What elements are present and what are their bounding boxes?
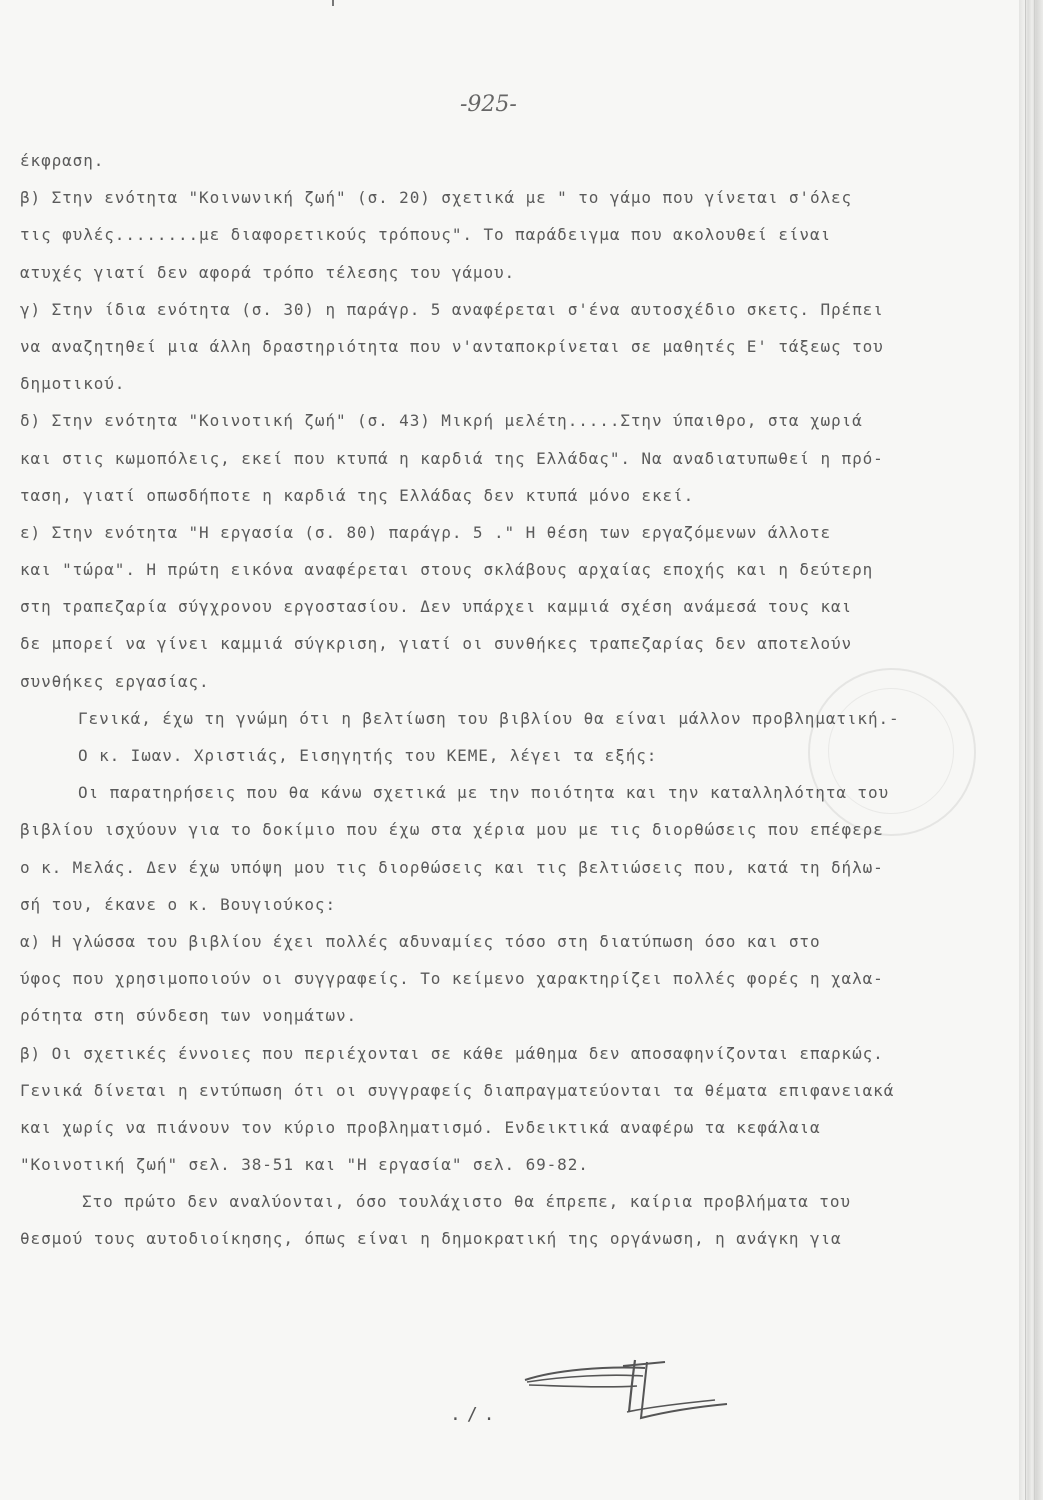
text-line: σή του, έκανε ο κ. Βουγιούκος: [20, 894, 336, 914]
text-line: δε μπορεί να γίνει καμμιά σύγκριση, γιατί οι συνθήκες τραπεζαρίας δεν αποτελούν [20, 634, 853, 654]
continuation-mark: ./. [450, 1404, 501, 1425]
document-body [20, 142, 980, 1258]
text-line: να αναζητηθεί μια άλλη δραστηριότητα που ν'ανταποκρίνεται σε μαθητές Ε' τάξεως του [20, 336, 884, 356]
text-line: α) Η γλώσσα του βιβλίου έχει πολλές αδυναμίες τόσο στη διατύπωση όσο και στο [20, 931, 821, 951]
text-line: έκφραση. [20, 151, 105, 170]
text-line: Ο κ. Ιωαν. Χριστιάς, Εισηγητής του ΚΕΜΕ, λέγει τα εξής: [78, 746, 658, 765]
text-line: τις φυλές........με διαφορετικούς τρόπους". Το παράδειγμα που ακολουθεί είναι [20, 225, 832, 245]
text-line: δ) Στην ενότητα "Κοινοτική ζωή" (σ. 43) Μικρή μελέτη.....Στην ύπαιθρο, στα χωριά [20, 411, 863, 431]
page-number: -925- [460, 92, 517, 117]
binding-edge [1019, 0, 1043, 1500]
text-line: ε) Στην ενότητα "Η εργασία (σ. 80) παράγρ. 5 ." Η θέση των εργαζόμενων άλλοτε [20, 522, 832, 542]
text-line: Γενικά, έχω τη γνώμη ότι η βελτίωση του βιβλίου θα είναι μάλλον προβληματική.- [78, 708, 900, 728]
signature [515, 1352, 735, 1432]
text-line: βιβλίου ισχύουν για το δοκίμιο που έχω στα χέρια μου με τις διορθώσεις που επέφερε [20, 820, 884, 840]
text-line: και "τώρα". Η πρώτη εικόνα αναφέρεται στους σκλάβους αρχαίας εποχής και η δεύτερη [20, 560, 874, 580]
text-line: β) Στην ενότητα "Κοινωνική ζωή" (σ. 20) σχετικά με " το γάμο που γίνεται σ'όλες [20, 188, 853, 208]
text-line: στη τραπεζαρία σύγχρονου εργοστασίου. Δεν υπάρχει καμμιά σχέση ανάμεσά τους και [20, 597, 853, 617]
text-line: Οι παρατηρήσεις που θα κάνω σχετικά με την ποιότητα και την καταλληλότητα του [78, 783, 890, 803]
text-line: θεσμού τους αυτοδιοίκησης, όπως είναι η δημοκρατική της οργάνωση, η ανάγκη για [20, 1229, 842, 1249]
text-line: και χωρίς να πιάνουν τον κύριο προβληματισμό. Ενδεικτικά αναφέρω τα κεφάλαια [20, 1117, 821, 1137]
text-line: γ) Στην ίδια ενότητα (σ. 30) η παράγρ. 5 αναφέρεται σ'ένα αυτοσχέδιο σκετς. Πρέπει [20, 299, 884, 319]
text-line: ταση, γιατί οπωσδήποτε η καρδιά της Ελλάδας δεν κτυπά μόνο εκεί. [20, 485, 695, 505]
text-line: ατυχές γιατί δεν αφορά τρόπο τέλεσης του γάμου. [20, 262, 516, 282]
text-line: ο κ. Μελάς. Δεν έχω υπόψη μου τις διορθώσεις και τις βελτιώσεις που, κατά τη δήλω- [20, 857, 884, 877]
text-line: δημοτικού. [20, 374, 126, 394]
text-line: Στο πρώτο δεν αναλύονται, όσο τουλάχιστο θα έπρεπε, καίρια προβλήματα του [82, 1192, 851, 1212]
text-line: συνθήκες εργασίας. [20, 671, 210, 691]
text-line: ύφος που χρησιμοποιούν οι συγγραφείς. Το κείμενο χαρακτηρίζει πολλές φορές η χαλα- [20, 969, 884, 989]
text-line: και στις κωμοπόλεις, εκεί που κτυπά η καρδιά της Ελλάδας". Να αναδιατυπωθεί η πρό- [20, 448, 884, 468]
text-line: Γενικά δίνεται η εντύπωση ότι οι συγγραφείς διαπραγματεύονται τα θέματα επιφανειακά [20, 1080, 895, 1100]
text-line: β) Οι σχετικές έννοιες που περιέχονται σε κάθε μάθημα δεν αποσαφηνίζονται επαρκώς. [20, 1043, 884, 1063]
text-line: ρότητα στη σύνδεση των νοημάτων. [20, 1006, 358, 1026]
top-edge-mark [332, 0, 334, 6]
text-line: "Κοινοτική ζωή" σελ. 38-51 και "Η εργασία" σελ. 69-82. [20, 1155, 589, 1175]
